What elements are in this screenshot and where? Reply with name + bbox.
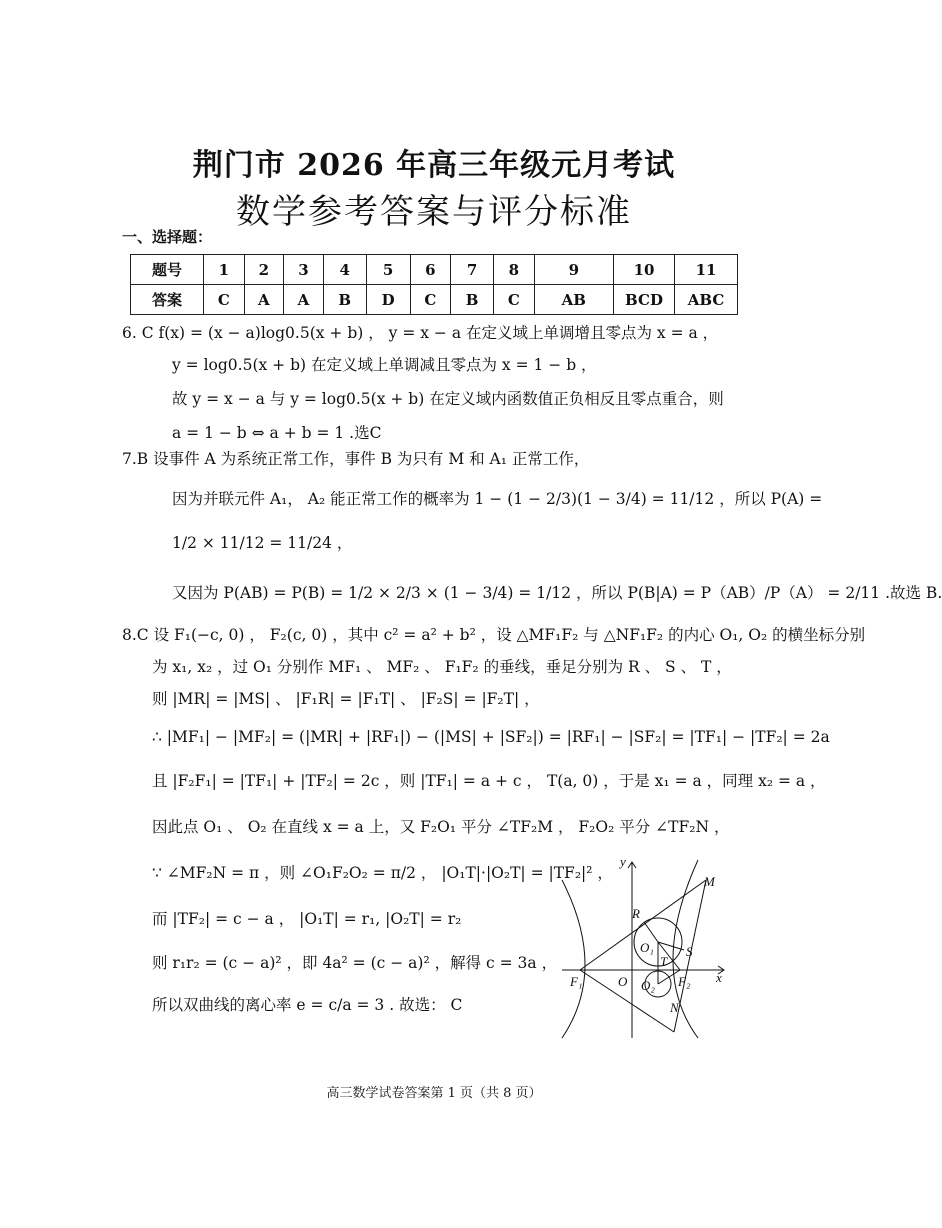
- q6-line-3: 故 y = x − a 与 y = log0.5(x + b) 在定义域内函数值正负相反且零点重合，则: [172, 390, 724, 408]
- table-cell: BCD: [614, 285, 675, 315]
- q8-line-6: 因此点 O₁ 、 O₂ 在直线 x = a 上，又 F₂O₁ 平分 ∠TF₂M ， F₂O₂ 平分 ∠TF₂N ，: [152, 818, 730, 836]
- q8-line-4: ∴ |MF₁| − |MF₂| = (|MR| + |RF₁|) − (|MS| + |SF₂|) = |RF₁| − |SF₂| = |TF₁| − |TF₂| = 2a: [152, 728, 830, 746]
- label-N: N: [670, 1000, 679, 1015]
- table-row-answers: [131, 285, 738, 315]
- table-cell: C: [204, 285, 245, 315]
- table-cell: A: [244, 285, 284, 315]
- table-cell: 2: [244, 255, 284, 285]
- table-cell: 4: [323, 255, 366, 285]
- table-cell: ABC: [675, 285, 738, 315]
- table-cell: C: [410, 285, 451, 315]
- table-cell: 9: [534, 255, 613, 285]
- table-cell: 6: [410, 255, 451, 285]
- q7-line-4-a: 又因为 P(AB) = P(B) = 1/2 × 2/3 × (1 − 3/4) = 1/12: [172, 584, 572, 602]
- label-O: O: [618, 974, 628, 989]
- label-y: y: [620, 854, 626, 869]
- q7-line-4-b: ，所以 P(B|A) = P（AB）/P（A） = 2/11 .故选 B.: [576, 584, 942, 602]
- label-x: x: [716, 970, 722, 985]
- section-heading-choice: 一、选择题：: [122, 228, 213, 246]
- label-F1: F₁: [570, 974, 583, 989]
- table-cell: AB: [534, 285, 613, 315]
- q8-line-5: 且 |F₂F₁| = |TF₁| + |TF₂| = 2c ，则 |TF₁| = a + c ， T(a, 0) ，于是 x₁ = a ，同理 x₂ = a ，: [152, 772, 826, 790]
- table-cell: 5: [366, 255, 410, 285]
- exam-title: 荆门市 2026 年高三年级元月考试: [192, 148, 676, 183]
- label-O2: O₂: [641, 978, 655, 993]
- line-O2-F2: [658, 970, 680, 984]
- table-cell: D: [366, 285, 410, 315]
- q8-line-1: 8.C 设 F₁(−c, 0) ， F₂(c, 0) ，其中 c² = a² + b² ，设 △MF₁F₂ 与 △NF₁F₂ 的内心 O₁, O₂ 的横坐标分别: [122, 626, 866, 644]
- label-M: M: [704, 874, 715, 889]
- q7-line-3: 1/2 × 11/12 = 11/24 ，: [172, 534, 353, 552]
- q7-line-2-b: (1 − 2/3)(1 − 3/4) = 11/12: [507, 490, 715, 508]
- q7-line-2-c: ，所以 P(A) =: [719, 490, 823, 508]
- q7-line-4: [172, 584, 942, 603]
- hyperbola-left-branch: [562, 880, 585, 1038]
- q6-line-4: a = 1 − b ⇔ a + b = 1 .选C: [172, 424, 382, 442]
- label-T: T: [660, 954, 668, 969]
- label-R: R: [632, 906, 640, 921]
- table-cell: 1: [204, 255, 245, 285]
- table-cell: C: [494, 285, 535, 315]
- label-O1: O₁: [640, 940, 654, 955]
- page-footer: 高三数学试卷答案第 1 页（共 8 页）: [326, 1086, 542, 1101]
- table-cell: 3: [284, 255, 324, 285]
- table-cell: 10: [614, 255, 675, 285]
- q6-line-2: y = log0.5(x + b) 在定义域上单调减且零点为 x = 1 − b ，: [172, 356, 597, 374]
- table-header-cell: 答案: [131, 285, 204, 315]
- hyperbola-figure: [548, 852, 748, 1040]
- q8-line-9: 则 r₁r₂ = (c − a)² ，即 4a² = (c − a)² ，解得 c = 3a ，: [152, 954, 558, 972]
- table-row-numbers: [131, 255, 738, 285]
- table-header-cell: 题号: [131, 255, 204, 285]
- label-S: S: [686, 944, 693, 959]
- q8-line-2: 为 x₁, x₂ ，过 O₁ 分别作 MF₁ 、 MF₂ 、 F₁F₂ 的垂线，垂足分别为 R 、 S 、 T ，: [152, 658, 732, 676]
- label-F2: F₂: [678, 974, 691, 989]
- answer-table: [130, 254, 738, 315]
- q8-line-7: ∵ ∠MF₂N = π ，则 ∠O₁F₂O₂ = π/2 ， |O₁T|·|O₂T| = |TF₂|² ，: [152, 864, 613, 882]
- answer-key-title: 数学参考答案与评分标准: [236, 192, 632, 232]
- table-cell: B: [323, 285, 366, 315]
- line-O1-R: [644, 922, 658, 942]
- q8-line-8: 而 |TF₂| = c − a ， |O₁T| = r₁, |O₂T| = r₂: [152, 910, 462, 928]
- table-cell: B: [451, 285, 494, 315]
- q7-line-2: [172, 490, 822, 509]
- table-cell: 11: [675, 255, 738, 285]
- table-cell: 8: [494, 255, 535, 285]
- q7-line-2-a: 因为并联元件 A₁， A₂ 能正常工作的概率为 1 −: [172, 490, 503, 508]
- line-O1-S: [658, 942, 684, 950]
- table-cell: 7: [451, 255, 494, 285]
- table-cell: A: [284, 285, 324, 315]
- q8-line-3: 则 |MR| = |MS| 、 |F₁R| = |F₁T| 、 |F₂S| = |F₂T| ，: [152, 690, 540, 708]
- q7-line-1: 7.B 设事件 A 为系统正常工作，事件 B 为只有 M 和 A₁ 正常工作，: [122, 450, 590, 468]
- q8-line-10: 所以双曲线的离心率 e = c/a = 3 . 故选： C: [152, 996, 463, 1014]
- q6-line-1: 6. C f(x) = (x − a)log0.5(x + b) ， y = x − a 在定义域上单调增且零点为 x = a ，: [122, 324, 719, 342]
